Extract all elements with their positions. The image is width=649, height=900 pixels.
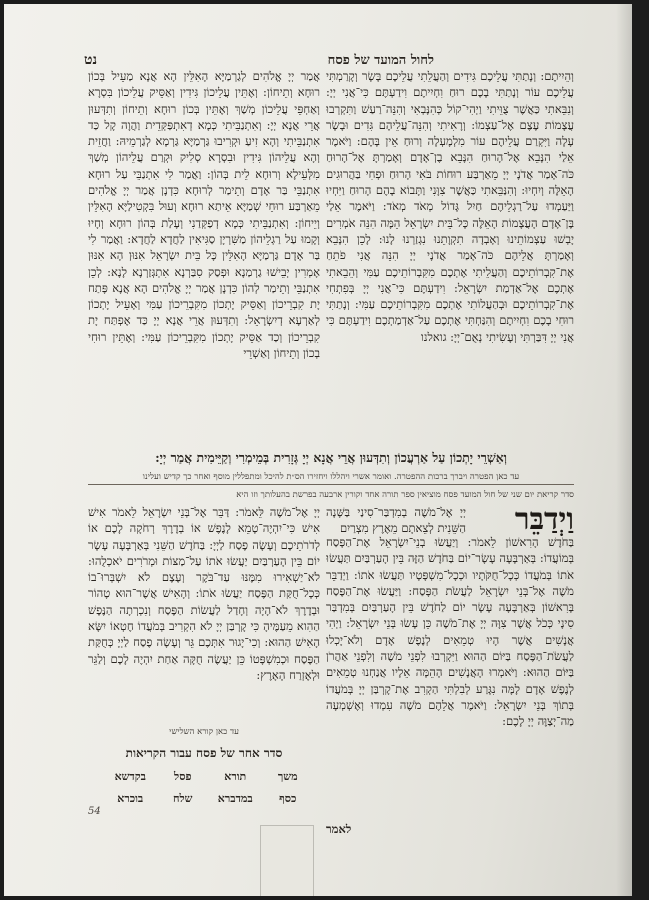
- portion-item: במדברא: [217, 792, 253, 805]
- portions-grid: [104, 770, 314, 810]
- haftarah-rubric: עד כאן הפטרה ויברך ברכות ההפטרה. ואומר אשרי ויהללו ויחזירו הס״ת להיכל ומתפללין מוסף ואחר כך קדיש ועלינו: [142, 472, 520, 482]
- portion-item: בקדשא: [114, 770, 146, 783]
- page-gutter-shadow: [616, 4, 632, 896]
- paper-repair-patch: [260, 825, 314, 896]
- hebrew-text-column-right: וְהֵיִיתֶם: וְנָתַתִּי עֲלֵיכֶם גִּידִים וְהַעֲלֵתִי עֲלֵיכֶם בָּשָׂר וְקָרַמְתִּי עֲלֵיכֶם עוֹר וְנָתַתִּי בָכֶם רוּחַ וִחְיִיתֶם וִידַעְתֶּם כִּי־אֲנִי יְיָ: וְנִבֵּאתִי כַּאֲשֶׁר צֻוֵּיתִי וַיְהִי־קוֹל כְּהִנָּבְאִי וְהִנֵּה־רַעַשׁ וַתִּקְרְבוּ עֲצָמוֹת עֶצֶם אֶל־עַצְמוֹ: וְרָאִיתִי וְהִנֵּה־עֲלֵיהֶם גִּדִים וּבָשָׂר עָלָה וַיִּקְרַם עֲלֵיהֶם עוֹר מִלְמָעְלָה וְרוּחַ אֵין בָּהֶם: וַיֹּאמֶר אֵלַי הִנָּבֵא אֶל־הָרוּחַ הִנָּבֵא בֶן־אָדָם וְאָמַרְתָּ אֶל־הָרוּחַ כֹּה־אָמַר אֲדֹנָי יְיָ מֵאַרְבַּע רוּחוֹת בֹּאִי הָרוּחַ וּפְחִי בַּהֲרוּגִים הָאֵלֶּה וְיִחְיוּ: וְהִנַּבֵּאתִי כַּאֲשֶׁר צִוָּנִי וַתָּבוֹא בָהֶם הָרוּחַ וַיִּחְיוּ וַיַּעַמְדוּ עַל־רַגְלֵיהֶם חַיִל גָּדוֹל מְאֹד מְאֹד: וַיֹּאמֶר אֵלַי בֶּן־אָדָם הָעֲצָמוֹת הָאֵלֶּה כָּל־בֵּית יִשְׂרָאֵל הֵמָּה הִנֵּה אֹמְרִים יָבְשׁוּ עַצְמוֹתֵינוּ וְאָבְדָה תִקְוָתֵנוּ נִגְזַרְנוּ לָנוּ: לָכֵן הִנָּבֵא וְאָמַרְתָּ אֲלֵיהֶם כֹּה־אָמַר אֲדֹנָי יְיָ הִנֵּה אֲנִי פֹתֵחַ אֶת־קִבְרוֹתֵיכֶם וְהַעֲלֵיתִי אֶתְכֶם מִקִּבְרוֹתֵיכֶם עַמִּי וְהֵבֵאתִי אֶתְכֶם אֶל־אַדְמַת יִשְׂרָאֵל: וִידַעְתֶּם כִּי־אֲנִי יְיָ בְּפִתְחִי אֶת־קִבְרוֹתֵיכֶם וּבְהַעֲלוֹתִי אֶתְכֶם מִקִּבְרוֹתֵיכֶם עַמִּי: וְנָתַתִּי רוּחִי בָכֶם וִחְיִיתֶם וְהִנַּחְתִּי אֶתְכֶם עַל־אַדְמַתְכֶם וִידַעְתֶּם כִּי אֲנִי יְיָ דִּבַּרְתִּי וְעָשִׂיתִי נְאֻם־יְיָ: גואלנו: [326, 69, 574, 344]
- concluding-verse-line: וְאַשְׁרֵי יָתְכוֹן עַל אַרְעֲכוֹן וְתִדְּעוּן אֲרֵי אֲנָא יְיָ גְּזָרִית בְּמֵימְרִי וְקַיֵּימִית אֲמַר יְיָ:: [155, 450, 507, 465]
- portion-item: משך: [277, 770, 298, 783]
- portion-item: פסל: [174, 770, 192, 783]
- opening-word: וַיְדַבֵּר: [514, 502, 574, 537]
- hebrew-text-column-left-lower: יְיָ אֶל־מֹשֶׁה לֵּאמֹר: דַּבֵּר אֶל־בְּנֵי יִשְׂרָאֵל לֵאמֹר אִישׁ אִישׁ כִּי־יִהְיֶה־טָמֵא לָנֶפֶשׁ אוֹ בְדֶרֶךְ רְחֹקָה לָכֶם אוֹ לְדֹרֹתֵיכֶם וְעָשָׂה פֶסַח לַיְיָ: בַּחֹדֶשׁ הַשֵּׁנִי בְּאַרְבָּעָה עָשָׂר יוֹם בֵּין הָעַרְבַּיִם יַעֲשׂוּ אֹתוֹ עַל־מַצּוֹת וּמְרֹרִים יֹאכְלֻהוּ: לֹא־יַשְׁאִירוּ מִמֶּנּוּ עַד־בֹּקֶר וְעֶצֶם לֹא יִשְׁבְּרוּ־בוֹ כְּכָל־חֻקַּת הַפֶּסַח יַעֲשׂוּ אֹתוֹ: וְהָאִישׁ אֲשֶׁר־הוּא טָהוֹר וּבְדֶרֶךְ לֹא־הָיָה וְחָדַל לַעֲשׂוֹת הַפֶּסַח וְנִכְרְתָה הַנֶּפֶשׁ הַהִוא מֵעַמֶּיהָ כִּי קָרְבַּן יְיָ לֹא הִקְרִיב בְּמֹעֲדוֹ חֶטְאוֹ יִשָּׂא הָאִישׁ הַהוּא: וְכִי־יָגוּר אִתְּכֶם גֵּר וְעָשָׂה פֶסַח לַיְיָ כְּחֻקַּת הַפֶּסַח וּכְמִשְׁפָּטוֹ כֵּן יַעֲשֶׂה חֻקָּה אַחַת יִהְיֶה לָכֶם וְלַגֵּר וּלְאֶזְרַח הָאָרֶץ:: [88, 505, 320, 682]
- folio-number: נט: [84, 52, 98, 68]
- signature-mark: 54: [88, 806, 101, 817]
- portion-item: תורא: [224, 770, 247, 783]
- reading-section-heading: סדר קריאת יום שני של חול המועד פסח מוציאין ספר תורה אחד וקורין ארבעה בפרשת בהעלותך וזו היא: [236, 490, 574, 500]
- hebrew-text-opening-line: יְיָ אֶל־מֹשֶׁה בְמִדְבַּר־סִינַי בַּשָּׁנָה הַשֵּׁנִית לְצֵאתָם מֵאֶרֶץ מִצְרַיִם: [326, 505, 466, 536]
- order-title: סדר אחר של פסח עבור הקריאות: [125, 746, 283, 760]
- portion-item: שלח: [173, 792, 193, 805]
- catchword: לאמר: [326, 822, 352, 836]
- portion-item: בוכרא: [117, 792, 144, 805]
- end-of-reading-note: עד כאן קורא השלישי: [169, 727, 239, 737]
- book-page: [4, 4, 632, 896]
- hebrew-text-column-right-lower: בַּחֹדֶשׁ הָרִאשׁוֹן לֵאמֹר: וְיַעֲשׂוּ בְנֵי־יִשְׂרָאֵל אֶת־הַפָּסַח בְּמוֹעֲדוֹ: בְּאַרְבָּעָה עָשָׂר־יוֹם בַּחֹדֶשׁ הַזֶּה בֵּין הָעַרְבַּיִם תַּעֲשׂוּ אֹתוֹ בְּמֹעֲדוֹ כְּכָל־חֻקֹּתָיו וּכְכָל־מִשְׁפָּטָיו תַּעֲשׂוּ אֹתוֹ: וַיְדַבֵּר מֹשֶׁה אֶל־בְּנֵי יִשְׂרָאֵל לַעֲשֹׂת הַפָּסַח: וַיַּעֲשׂוּ אֶת־הַפֶּסַח בָּרִאשׁוֹן בְּאַרְבָּעָה עָשָׂר יוֹם לַחֹדֶשׁ בֵּין הָעַרְבַּיִם בְּמִדְבַּר סִינָי כְּכֹל אֲשֶׁר צִוָּה יְיָ אֶת־מֹשֶׁה כֵּן עָשׂוּ בְּנֵי יִשְׂרָאֵל: וַיְהִי אֲנָשִׁים אֲשֶׁר הָיוּ טְמֵאִים לְנֶפֶשׁ אָדָם וְלֹא־יָכְלוּ לַעֲשֹׂת־הַפֶּסַח בַּיּוֹם הַהוּא וַיִּקְרְבוּ לִפְנֵי מֹשֶׁה וְלִפְנֵי אַהֲרֹן בַּיּוֹם הַהוּא: וַיֹּאמְרוּ הָאֲנָשִׁים הָהֵמָּה אֵלָיו אֲנַחְנוּ טְמֵאִים לְנֶפֶשׁ אָדָם לָמָּה נִגָּרַע לְבִלְתִּי הַקְרִב אֶת־קָרְבַּן יְיָ בְּמֹעֲדוֹ בְּתוֹךְ בְּנֵי יִשְׂרָאֵל: וַיֹּאמֶר אֲלֵהֶם מֹשֶׁה עִמְדוּ וְאֶשְׁמְעָה מַה־יְצַוֶּה יְיָ לָכֶם:: [326, 535, 574, 729]
- portion-item: כסף: [279, 792, 297, 805]
- running-title: לחול המועד של פסח: [327, 53, 434, 68]
- aramaic-targum-column-left: אֲמַר יְיָ אֱלֹהִים לְגַרְמַיָּא הָאִלֵּין הָא אֲנָא מַעֵיל בְּכוֹן רוּחָא וְתֵיחוֹן: וְאֶתֵּין עֲלֵיכוֹן גִּידִין וְאַסֵּיק עֲלֵיכוֹן בִּסְרָא וְאַחְפֵּי עֲלֵיכוֹן מְשַׁךְ וְאֶתֵּין בְּכוֹן רוּחָא וְתֵיחוֹן וְתִדְּעוּן אֲרֵי אֲנָא יְיָ: וְאִתְנַבֵּיתִי כְּמָא דְאִתְפַּקְּדֵית וַהֲוָה קָל כַּד אִתְנַבֵּיתִי וְהָא זִיעַ וּקְרִיבוּ גַּרְמַיָּא גַּרְמָא לְגַרְמֵיהּ: וַחֲזֵית וְהָא עֲלֵיהוֹן גִּידִין וּבִסְרָא סְלִיק וּקְרַם עֲלֵיהוֹן מְשַׁךְ מִלְּעֵילָא וְרוּחָא לֵית בְּהוֹן: וַאֲמַר לִי אִתְנַבֵּי עַל רוּחָא אִתְנַבֵּי בַּר אָדָם וְתֵימַר לְרוּחָא כִּדְנָן אֲמַר יְיָ אֱלֹהִים מֵאַרְבַּע רוּחֵי שְׁמַיָּא אֵיתַא רוּחָא וְעוּל בִּקְטִילַיָּא הָאִלֵּין וְיֵיחוֹן: וְאִתְנַבֵּיתִי כְּמָא דְפַקְּדַנִי וְעָלַת בְּהוֹן רוּחָא וְחָיוּ וְקָמוּ עַל רַגְלֵיהוֹן מַשִּׁרְיָן סַגִּיאִין לַחֲדָא לַחֲדָא: וַאֲמַר לִי בַּר אָדָם גַּרְמַיָּא הָאִלֵּין כָּל בֵּית יִשְׂרָאֵל אִנּוּן הָא אִנּוּן אָמְרִין יְבֵישׁוּ גַרְמַנָא וּפְסַק סִבַּרְנָא אִתְגְּזַרְנָא לָנָא: לְכֵן אִתְנַבֵּי וְתֵימַר לְהוֹן כִּדְנָן אֲמַר יְיָ אֱלֹהִים הָא אֲנָא פָּתַח יָת קִבְרֵיכוֹן וְאַסֵּיק יָתְכוֹן מִקִּבְרֵיכוֹן עַמִּי וְאָעֵיל יָתְכוֹן לְאַרְעָא דְיִשְׂרָאֵל: וְתִדְּעוּן אֲרֵי אֲנָא יְיָ כַּד אֶפְתַּח יָת קִבְרֵיכוֹן וְכַד אַסֵּיק יָתְכוֹן מִקִּבְרֵיכוֹן עַמִּי: וְאֶתֵּין רוּחִי בְכוֹן וְתֵיחוֹן וְאַשְׁרֵי: [88, 69, 320, 361]
- section-divider: [88, 484, 574, 485]
